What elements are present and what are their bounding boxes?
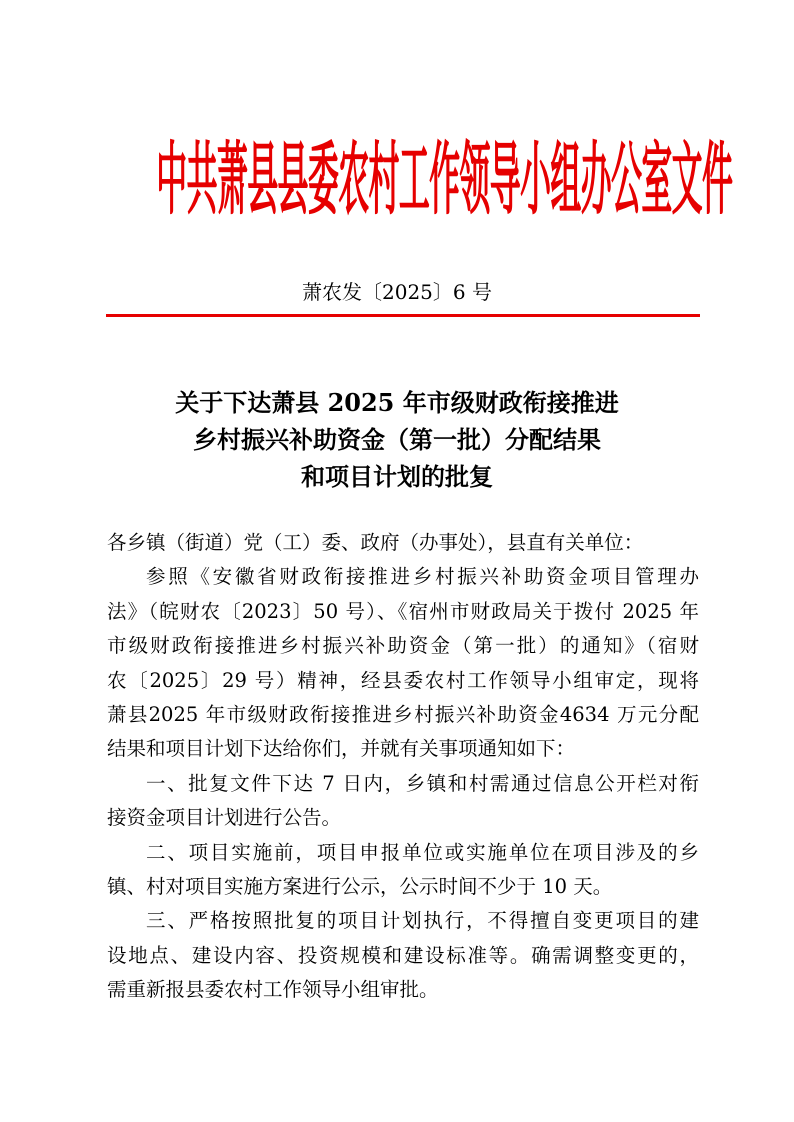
body-line: 设地点、建设内容、投资规模和建设标准等。确需调整变更的， xyxy=(107,943,699,967)
body-line: 镇、村对项目实施方案进行公示，公示时间不少于 10 天。 xyxy=(107,875,613,899)
document-title-line: 乡村振兴补助资金（第一批）分配结果 xyxy=(193,425,601,454)
document-body xyxy=(107,526,699,1008)
body-line: 接资金项目计划进行公告。 xyxy=(107,806,342,830)
document-title-line: 和项目计划的批复 xyxy=(301,462,493,491)
body-line: 市级财政衔接推进乡村振兴补助资金（第一批）的通知》（宿财 xyxy=(107,634,699,658)
body-line: 需重新报县委农村工作领导小组审批。 xyxy=(107,978,439,1002)
red-divider-line xyxy=(106,314,700,317)
document-title xyxy=(0,384,794,495)
document-header-title: 中共萧县县委农村工作领导小组办公室文件 xyxy=(156,133,733,227)
body-line: 一、批复文件下达 7 日内，乡镇和村需通过信息公开栏对衔 xyxy=(146,771,699,795)
salutation: 各乡镇（街道）党（工）委、政府（办事处），县直有关单位： xyxy=(107,531,644,554)
body-line: 参照《安徽省财政衔接推进乡村振兴补助资金项目管理办 xyxy=(146,565,699,589)
body-line: 萧县2025 年市级财政衔接推进乡村振兴补助资金4634 万元分配 xyxy=(107,703,699,727)
document-title-line: 关于下达萧县 2025 年市级财政衔接推进 xyxy=(175,388,619,417)
body-line: 三、严格按照批复的项目计划执行，不得擅自变更项目的建 xyxy=(146,909,699,933)
body-line: 农〔2025〕29 号）精神，经县委农村工作领导小组审定，现将 xyxy=(107,668,699,692)
document-number: 萧农发〔2025〕6 号 xyxy=(302,280,492,304)
body-line: 结果和项目计划下达给你们，并就有关事项通知如下： xyxy=(107,737,576,761)
body-line: 二、项目实施前，项目申报单位或实施单位在项目涉及的乡 xyxy=(146,840,699,864)
body-line: 法》（皖财农〔2023〕50 号）、《宿州市财政局关于拨付 2025 年 xyxy=(107,599,699,623)
